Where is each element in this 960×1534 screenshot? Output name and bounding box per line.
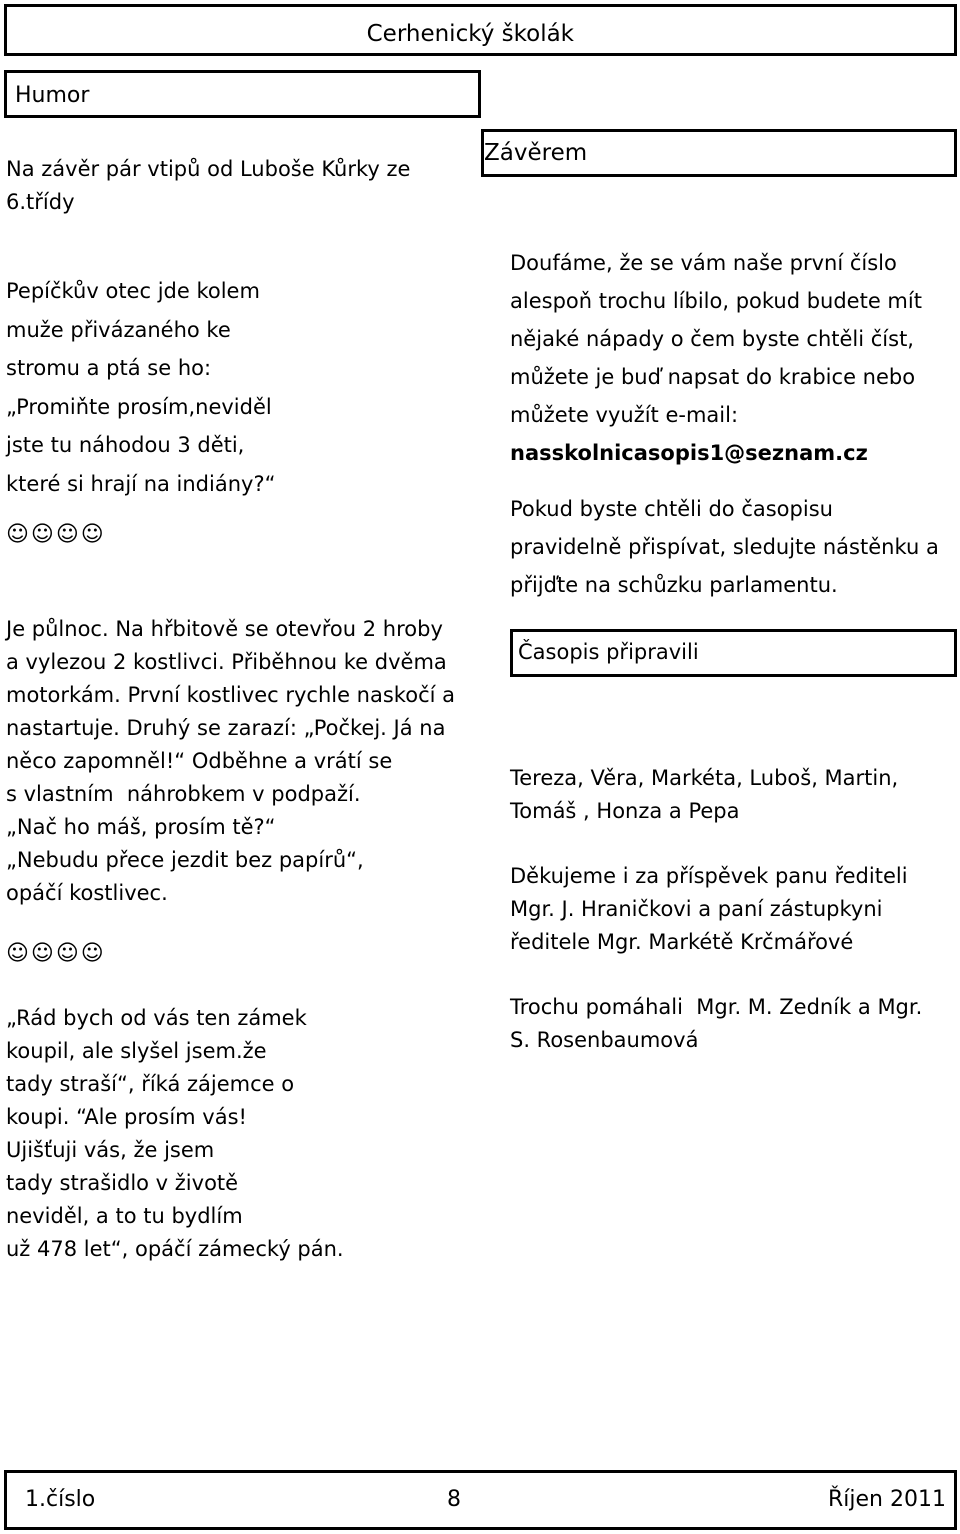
humor-section-heading-box: [4, 70, 481, 118]
text-line: Mgr. J. Hraničkovi a paní zástupkyni: [510, 897, 883, 921]
header-box: [4, 4, 957, 56]
email-address: nasskolnicasopis1@seznam.cz: [510, 441, 868, 465]
credits-helpers: [510, 991, 922, 1057]
text-line: nastartuje. Druhý se zarazí: „Počkej. Já na: [6, 716, 446, 740]
joke-2: [6, 613, 455, 910]
text-line: alespoň trochu líbilo, pokud budete mít: [510, 289, 922, 313]
text-line: opáčí kostlivec.: [6, 881, 168, 905]
text-line: už 478 let“, opáčí zámecký pán.: [6, 1237, 344, 1261]
smiley-icon-row-1: ☺☺☺☺: [6, 522, 106, 547]
text-line: Na závěr pár vtipů od Luboše Kůrky ze: [6, 157, 411, 181]
text-line: Děkujeme i za příspěvek panu řediteli: [510, 864, 908, 888]
newspaper-title: Cerhenický školák: [366, 21, 574, 47]
text-line: stromu a ptá se ho:: [6, 356, 212, 380]
text-line: a vylezou 2 kostlivci. Přiběhnou ke dvěma: [6, 650, 447, 674]
text-line: jste tu náhodou 3 děti,: [6, 433, 245, 457]
text-line: můžete využít e-mail:: [510, 403, 739, 427]
smiley-icon-row-2: ☺☺☺☺: [6, 941, 106, 966]
text-line: s vlastním náhrobkem v podpaží.: [6, 782, 361, 806]
conclusion-heading: Závěrem: [484, 140, 588, 166]
text-line: které si hrají na indiány?“: [6, 471, 276, 496]
joke-3: [6, 1002, 344, 1266]
text-line: něco zapomněl!“ Odběhne a vrátí se: [6, 749, 393, 773]
conclusion-paragraph: [510, 244, 922, 472]
text-line: pravidelně přispívat, sledujte nástěnku a: [510, 535, 939, 559]
text-line: Je půlnoc. Na hřbitově se otevřou 2 hroby: [6, 617, 443, 641]
credits-heading: Časopis připravili: [518, 640, 699, 664]
text-line: Doufáme, že se vám naše první číslo: [510, 251, 897, 275]
text-line: Pepíčkův otec jde kolem: [6, 279, 260, 303]
text-line: Pokud byste chtěli do časopisu: [510, 497, 833, 521]
text-line: neviděl, a to tu bydlím: [6, 1204, 243, 1228]
text-line: můžete je buď napsat do krabice nebo: [510, 365, 916, 389]
text-line: koupil, ale slyšel jsem.že: [6, 1039, 267, 1063]
text-line: „Nač ho máš, prosím tě?“: [6, 815, 276, 839]
text-line: přijďte na schůzku parlamentu.: [510, 573, 838, 597]
text-line: Tereza, Věra, Markéta, Luboš, Martin,: [510, 766, 899, 790]
text-line: „Promiňte prosím,neviděl: [6, 394, 272, 419]
credits-thanks: [510, 860, 908, 959]
contribution-paragraph: [510, 490, 939, 604]
text-line: tady straší“, říká zájemce o: [6, 1072, 295, 1096]
text-line: 6.třídy: [6, 190, 75, 214]
text-line: „Nebudu přece jezdit bez papírů“,: [6, 848, 364, 872]
text-line: S. Rosenbaumová: [510, 1028, 699, 1052]
credits-heading-box: [510, 629, 957, 677]
text-line: ředitele Mgr. Markétě Krčmářové: [510, 930, 854, 954]
issue-number: 1.číslo: [25, 1487, 96, 1512]
text-line: nějaké nápady o čem byste chtěli číst,: [510, 327, 914, 351]
footer-box: [4, 1470, 957, 1530]
text-line: Trochu pomáhali Mgr. M. Zedník a Mgr.: [510, 995, 923, 1019]
issue-date: Říjen 2011: [828, 1487, 946, 1512]
text-line: tady strašidlo v životě: [6, 1171, 239, 1195]
humor-intro: [6, 153, 410, 219]
joke-1: [6, 272, 275, 503]
text-line: muže přivázaného ke: [6, 317, 231, 342]
page-number: 8: [447, 1487, 461, 1512]
text-line: Tomáš , Honza a Pepa: [510, 799, 740, 823]
text-line: motorkám. První kostlivec rychle naskočí a: [6, 683, 455, 707]
text-line: koupi. “Ale prosím vás!: [6, 1105, 247, 1129]
humor-heading: Humor: [15, 83, 90, 108]
credits-names: [510, 762, 898, 828]
text-line: „Rád bych od vás ten zámek: [6, 1006, 307, 1030]
text-line: Ujišťuji vás, že jsem: [6, 1138, 215, 1162]
conclusion-section-heading-box: [481, 129, 957, 177]
